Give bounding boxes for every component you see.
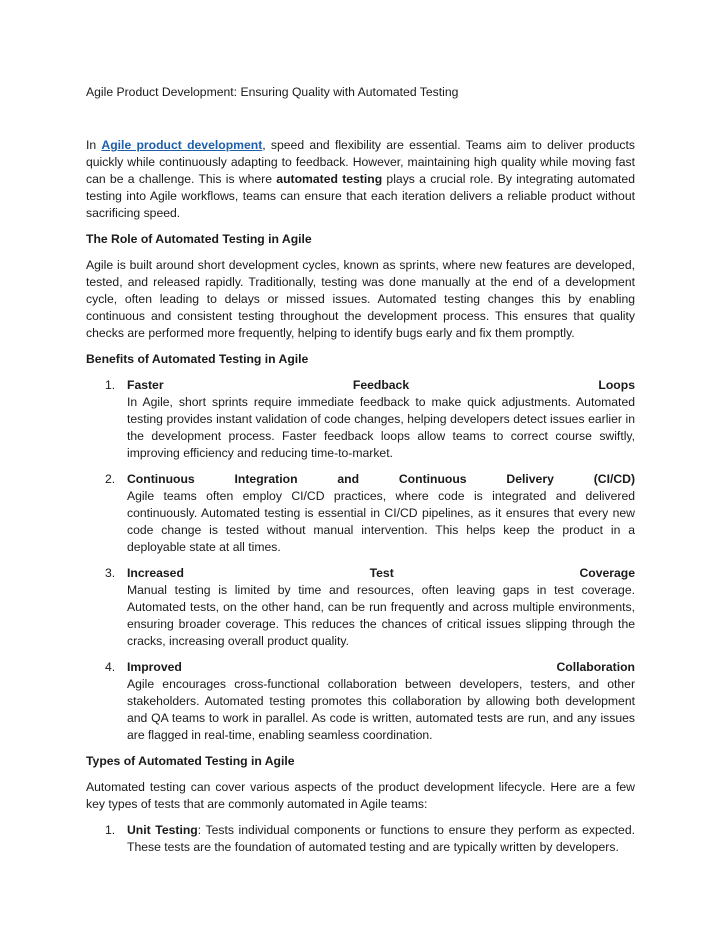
benefit-body: Manual testing is limited by time and resources, often leaving gaps in test coverage. Automated tests, on the other hand, can be run frequently and across multiple environments, ensuring broader coverage. This reduces the chances of critical issues slipping through the cracks, increasing overall product quality. [127,583,635,648]
benefit-body: Agile encourages cross-functional collaboration between developers, testers, and other stakeholders. Automated testing promotes this collaboration by allowing both development and QA teams to work in parallel. As code is written, automated tests are run, and any issues are flagged in real-time, enabling seamless coordination. [127,677,635,742]
role-heading: The Role of Automated Testing in Agile [86,232,312,246]
document-body [86,137,635,865]
type-label: Unit Testing [127,823,198,837]
types-paragraph: Automated testing can cover various aspects of the product development lifecycle. Here are a few key types of tests that are commonly automated in Agile teams: [86,780,635,811]
benefit-title [127,377,635,394]
benefit-body: In Agile, short sprints require immediate feedback to make quick adjustments. Automated testing provides instant validation of code changes, helping developers detect issues earlier in the development process. Faster feedback loops allow teams to correct course swiftly, improving efficiency and reducing time-to-market. [127,395,635,460]
benefits-list [86,377,635,744]
benefit-number: 4. [105,660,116,674]
benefit-title-word: Test [369,566,394,580]
benefit-title-word: (CI/CD) [593,472,635,486]
benefit-item [86,659,635,744]
type-body: : Tests individual components or functions to ensure they perform as expected. These tests are the foundation of automated testing and are typically written by developers. [127,823,635,854]
types-heading: Types of Automated Testing in Agile [86,754,295,768]
benefit-title [127,565,635,582]
benefit-title-word: Loops [598,378,635,392]
benefit-title-word: Feedback [352,378,410,392]
type-body-wrap [127,822,635,856]
benefit-title-word: Increased [127,566,184,580]
benefit-item [86,471,635,556]
benefit-title [127,659,635,676]
type-number: 1. [105,823,116,837]
benefits-heading: Benefits of Automated Testing in Agile [86,352,309,366]
intro-text-a: , speed and flexibility are essential. Teams aim to deliver products quickly while continuously adapting to feedback. However, maintaining high quality while moving fast can be a challenge. This is where [86,138,635,186]
intro-bold-automated-testing: automated testing [276,172,383,186]
agile-product-development-link[interactable]: Agile product development [101,138,263,152]
intro-prefix: In [86,138,102,152]
benefit-item [86,565,635,650]
types-list [86,822,635,856]
benefit-number: 2. [105,472,116,486]
benefit-title-word: Delivery [506,472,554,486]
benefit-number: 1. [105,378,116,392]
benefit-title-word: Continuous [398,472,467,486]
intro-text-b: plays a crucial role. By integrating automated testing into Agile workflows, teams can ensure that each iteration delivers a reliable product without sacrificing speed. [86,172,635,220]
benefit-title-word: and [337,472,360,486]
benefit-title-word: Continuous [127,472,195,486]
type-item [86,822,635,856]
benefit-title-word: Integration [234,472,298,486]
intro-paragraph [86,137,635,222]
benefit-body: Agile teams often employ CI/CD practices, where code is integrated and delivered continuously. Automated testing is essential in CI/CD pipelines, as it ensures that every new code change is tested without manual intervention. This helps keep the product in a deployable state at all times. [127,489,635,554]
role-paragraph: Agile is built around short development cycles, known as sprints, where new features are developed, tested, and released rapidly. Traditionally, testing was done manually at the end of a development cycle, often leading to delays or missed issues. Automated testing changes this by enabling continuous and consistent testing throughout the development process. This ensures that quality checks are performed more frequently, helping to identify bugs early and fix them promptly. [86,258,635,340]
benefit-title [127,471,635,488]
benefit-title-word: Improved [127,660,182,674]
benefit-title-word: Faster [127,378,164,392]
benefit-item [86,377,635,462]
benefit-title-word: Coverage [579,566,635,580]
benefit-number: 3. [105,566,116,580]
benefit-title-word: Collaboration [556,660,635,674]
document-title: Agile Product Development: Ensuring Quality with Automated Testing [86,85,459,99]
